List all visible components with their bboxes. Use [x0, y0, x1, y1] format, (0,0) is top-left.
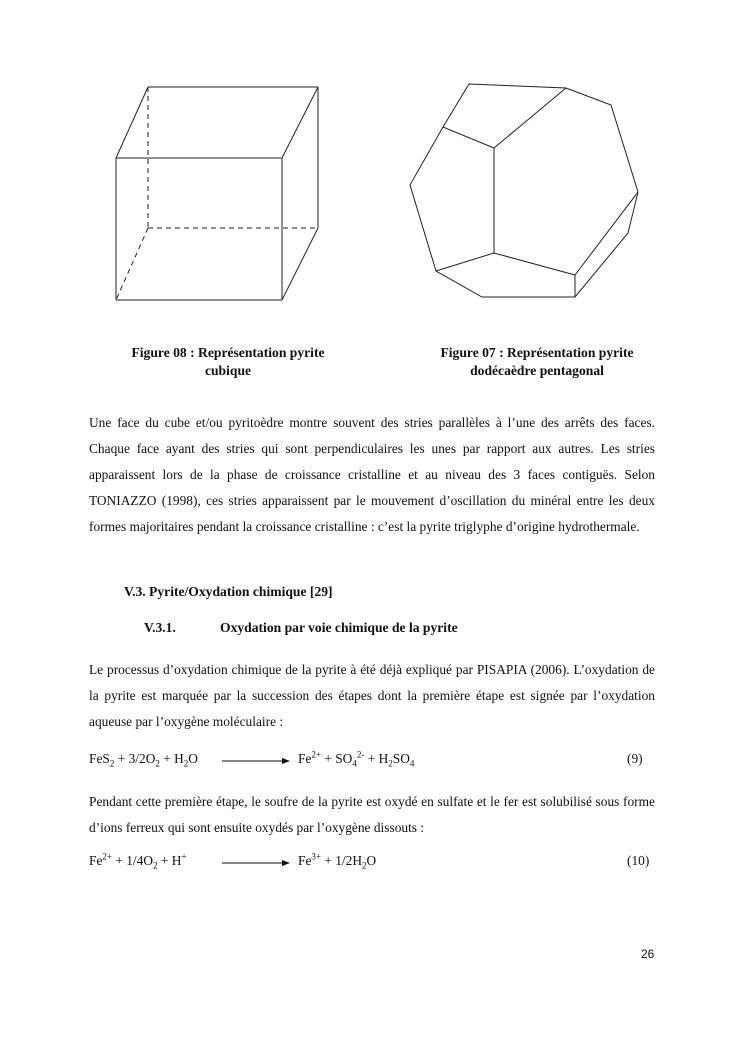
- eq10-rhs-fe: Fe: [298, 853, 312, 868]
- eq10-rhs-fe-sup: 3+: [311, 851, 321, 862]
- eq9-fes-sub: 2: [109, 758, 115, 769]
- eq9-o: O: [188, 751, 198, 766]
- eq9-so4: SO: [392, 751, 410, 766]
- figure-08-caption: [108, 344, 348, 380]
- subsection-number: V.3.1.: [144, 620, 176, 635]
- paragraph-oxidation-process: Le processus d’oxydation chimique de la pyrite à été déjà expliqué par PISAPIA (2006). L’oxydation de la pyrite est marquée par la succession des étapes dont la première étape est signée par l’oxydation aqueuse par l’oxygène moléculaire :: [89, 662, 655, 729]
- eq10-h-sup: +: [181, 851, 187, 862]
- pentagonal-dodecahedron-icon: [0, 0, 745, 320]
- figure-07-caption-line2: dodécaèdre pentagonal: [470, 363, 604, 378]
- eq10-rhs-h: + 1/2H: [320, 853, 363, 868]
- figure-07-caption: [412, 344, 662, 380]
- eq10-rhs-h-sub: 2: [362, 860, 367, 871]
- equation-9-products: [298, 751, 414, 767]
- eq9-so4-sub: 4: [409, 758, 415, 769]
- eq9-so-sub: 4: [352, 758, 357, 769]
- eq9-so: + SO: [320, 751, 353, 766]
- figure-08-caption-line2: cubique: [204, 363, 252, 378]
- eq10-fe: Fe: [89, 853, 103, 868]
- paragraph-first-step: Pendant cette première étape, le soufre de la pyrite est oxydé en sulfate et le fer est solubilisé sous forme d’ions ferreux qui sont ensuite oxydés par l’oxygène dissouts :: [89, 794, 655, 835]
- figure-07-caption-line1: Figure 07 : Représentation pyrite: [440, 345, 634, 360]
- subsection-title: Oxydation par voie chimique de la pyrite: [220, 620, 458, 635]
- equation-9-arrow-icon: [222, 756, 290, 766]
- eq9-fe-sup: 2+: [311, 749, 321, 760]
- equation-9-number: (9): [627, 751, 643, 766]
- eq9-so-sup: 2-: [356, 749, 365, 760]
- eq9-fe: Fe: [298, 751, 312, 766]
- eq9-h: + H: [159, 751, 184, 766]
- equation-10-products: [298, 853, 376, 869]
- section-heading: V.3. Pyrite/Oxydation chimique [29]: [124, 584, 333, 599]
- paragraph-striations: Une face du cube et/ou pyritoèdre montre souvent des stries parallèles à l’une des arrêts des faces. Chaque face ayant des stries qui sont perpendiculaires les unes par rapport aux autres. Les stries apparaissent lors de la phase de croissance cristalline et au niveau des 3 faces contiguës. Selon TONIAZZO (1998), ces stries apparaissent par le mouvement d’oscillation du minéral entre les deux formes majoritaires pendant la croissance cristalline : c’est la pyrite triglyphe d’origine hydrothermale.: [89, 415, 655, 534]
- equation-10-number: (10): [627, 853, 650, 868]
- page-number: 26: [641, 947, 655, 961]
- equation-10-arrow-icon: [222, 858, 290, 868]
- equation-10-reactants: [89, 853, 187, 869]
- eq9-rhs-h: + H: [364, 751, 389, 766]
- eq9-o2-sub: 2: [155, 758, 160, 769]
- eq10-rhs-o: O: [366, 853, 377, 868]
- figure-08-caption-line1: Figure 08 : Représentation pyrite: [131, 345, 325, 360]
- eq9-o2: + 3/2O: [114, 751, 156, 766]
- equation-9-reactants: [89, 751, 198, 767]
- eq9-rhs-h-sub: 2: [388, 758, 393, 769]
- eq10-h: + H: [157, 853, 182, 868]
- eq10-fe-sup: 2+: [102, 851, 112, 862]
- eq9-h-sub: 2: [183, 758, 189, 769]
- eq10-o: + 1/4O: [111, 853, 154, 868]
- eq9-fes: FeS: [89, 751, 110, 766]
- eq10-o-sub: 2: [153, 860, 158, 871]
